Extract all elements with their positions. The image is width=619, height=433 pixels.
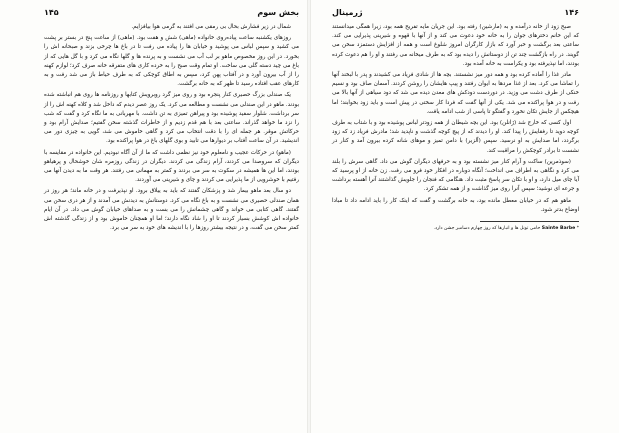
paragraph: روزهای یکشنبه ساعت پیاده‌روی خانواده (ماهی) شش و هفت بود. (ماهی) از ساعت پنج در بستر بر پشت می کشید و سپس لباس می پوشید و خیابان ها را پیاده می رفت تا در باغ ها چرخی بزند و صبحانه اش را بخورد. در این روز مخصوص ماهو بر لب آب می نشست و به پرنده ها و گلها نگاه می کرد و با گل هایی که از باغ می چید دسته گلی می ساخت. او تمام وقت صبح را به خرده کاری های متفرقه خانه صرف کرد؛ لوازم کهنه را از آب بیرون آورد و در آفتاب پهن کرد، سپس به اطاق کوچکی که به طرف حیاط باز می شد رفت و به کارهای عقب افتاده رسید تا ظهر که به خانه برگشت. xyxy=(44,35,299,88)
left-page-number: ۱۴۵ xyxy=(44,8,59,17)
paragraph: شمال در زیر فشارش بحال بی رمقی می افتند به گرمی هوا بیافزایم. xyxy=(131,24,291,30)
paragraph: (سوذمرین) ساکت و آرام کنار میز نشسته بود و به حرفهای دیگران گوش می داد. گاهی سرش را بلند می کرد و نگاهی به اطراف می انداخت؛ آنگاه دوباره در افکار خود فرو می رفت. زن خانه از او پرسید که آیا چای میل دارد، و او با تکان سر پاسخ مثبت داد. هنگامی که فنجان را جلویش گذاشتند آنرا آهسته برداشت و جرعه ای نوشید؛ سپس آنرا روی میز گذاشت و از همه تشکر کرد. xyxy=(332,158,579,193)
right-page-number: ۱۴۶ xyxy=(564,8,579,17)
paragraph: دو سال بعد ماهو بیمار شد و پزشکان گفتند که باید به ییلاق برود. او نپذیرفت و در خانه ماند؛ هر روز در همان صندلی حصیری می نشست و به باغ نگاه می کرد. دوستانش به دیدنش می آمدند و از هر دری سخن می گفتند. گاهی کتابی می خواند و گاهی چشمانش را می بست و به صداهای خیابان گوش می داد. در آن ایام خانواده اش کوشش بسیار کردند تا او را شاد نگاه دارند؛ اما او همچنان خاموش بود و از زندگی گذشته اش کمتر سخن می گفت، و در نتیجه بیشتر روزها را با اندیشه های خود به سر می برد. xyxy=(44,188,299,232)
right-page-header xyxy=(332,8,579,17)
left-page-body xyxy=(44,23,299,233)
right-page-body xyxy=(332,23,579,215)
left-page-title: بخش سوم xyxy=(257,8,299,17)
paragraph: صبح زود از خانه درآمده و به (مارشین) رفته بود. این جریان مایه تفریح همه بود، زیرا همگی میدانستند که این خانم دخترهای جوان را به خانه خود دعوت می کند و از آنها با قهوه و شیرینی پذیرایی می کند. ساعتی بعد برگشت و خبر آورد که بازار کارگران امروز شلوغ است و همه از افزایش دستمزد سخن می گویند. در راه بازگشت چند تن از دوستانش را دیده بود که به طرف میخانه می رفتند و او را هم دعوت کرده بودند، اما نپذیرفته بود و یکراست به خانه آمده بود. xyxy=(332,24,579,67)
paragraph: ماهو هم که در خیابان معطل مانده بود، به خانه برگشت و گفت که اینک کار را باید ادامه داد تا مبادا اوضاع بدتر شود. xyxy=(332,197,579,213)
footnote: * Sainte Barbe حامی تونل ها و انبارها که روز چهارم دسامبر جشن دارد. xyxy=(433,226,579,232)
left-page-header xyxy=(44,8,299,17)
footnote-text: حامی تونل ها و انبارها که روز چهارم دسامبر جشن دارد. xyxy=(433,226,541,232)
paragraph: (ماهو) در حرکات عجیب و نامعلوم خود نیز نظمی داشت که ما از آن آگاه نبودیم. این خانواده در مقایسه با دیگران که سروصدا می کردند، آرام زندگی می کردند. دیگران در زندگی روزمره شان خوشحال و پرهیاهو بودند، اما این ها همیشه در سکوت به سر می بردند و کمتر به مهمانی می رفتند. هر وقت ما به دیدن آنها می رفتیم با خوشرویی از ما پذیرایی می کردند و چای و شیرینی می آوردند. xyxy=(44,149,299,184)
left-page xyxy=(0,0,309,433)
right-page-title: ژرمینال xyxy=(332,8,363,17)
right-page xyxy=(310,0,619,433)
paragraph: یک صندلی بزرگ حصیری کنار پنجره بود و روی میز گرد روبرویش کتابها و روزنامه ها روی هم انباشته شده بودند. ماهو در این صندلی می نشست و مطالعه می کرد. یک روز عصر دیدم که داخل شد و کلاه کهنه اش را از سر برداشت. شلوار سفید پوشیده بود و پیراهن تمیزی به تن داشت. با مهربانی به ما نگاه کرد و گفت که شب را نزد ما خواهد گذراند. ساعتی بعد با هم قدم زدیم و از خاطرات گذشته سخن گفتیم؛ صدایش آرام بود و حرکاتش موقر. هر جمله ای را با دقت انتخاب می کرد و گاهی خاموش می شد، گویی به چیزی دور می اندیشید. در آن ساعت آفتاب بر دیوارها می تابید و بوی گلهای باغ در هوا پراکنده بود. xyxy=(44,92,299,145)
paragraph: اول کسی که خارج شد (ژانلن) بود. این بچه شیطان از همه زودتر لباس پوشیده بود و با شتاب به طرف کوچه دوید تا رفقایش را پیدا کند. او را دیدند که از پیچ کوچه گذشت و ناپدید شد؛ مادرش فریاد زد که زود برگردد، اما صدایش به او نرسید. سپس (آلزیر) با دامن تمیز و موهای شانه کرده بیرون آمد و کنار در نشست تا برادر کوچکش را مراقبت کند. xyxy=(332,120,579,154)
footnote-latin-term: Sainte Barbe xyxy=(541,226,576,232)
footnote-divider xyxy=(480,221,579,222)
paragraph: مادر غذا را آماده کرده بود و همه دور میز نشستند. بچه ها از شادی فریاد می کشیدند و پدر با لبخند آنها را تماشا می کرد. بعد از غذا مردها به ایوان رفتند و پیپ هایشان را روشن کردند. آسمان صاف بود و نسیم خنکی از طرف دشت می وزید. در دوردست دودکش های معدن دیده می شد که دود سیاهی از آنها بالا می رفت و در هوا پراکنده می شد. یکی از آنها گفت که فردا کار سختی در پیش است و باید زود بخوابند؛ اما هیچکس از جایش تکان نخورد و گفتگو تا پاسی از شب ادامه یافت. xyxy=(332,72,579,115)
